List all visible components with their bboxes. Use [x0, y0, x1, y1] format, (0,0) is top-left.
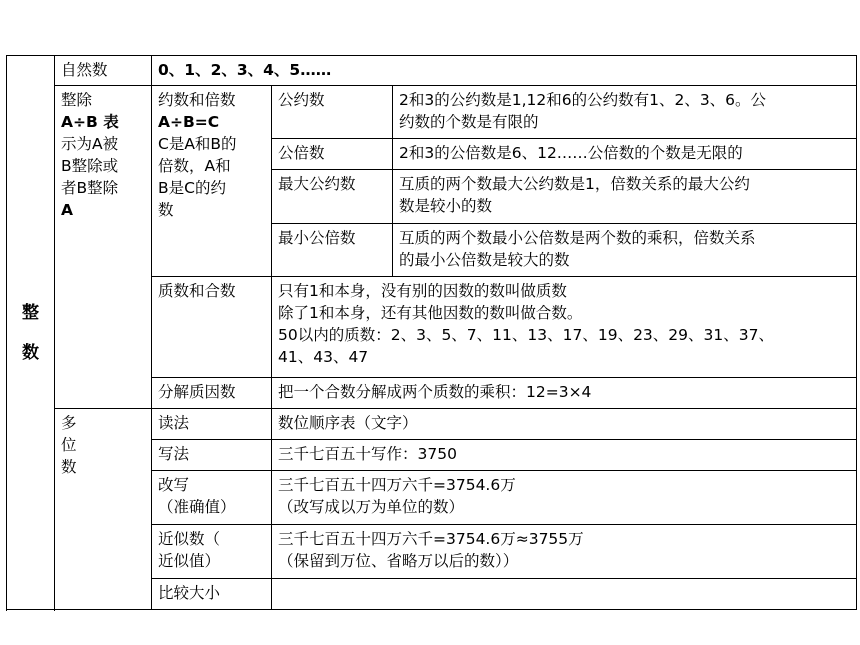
- natural-number-label: 自然数: [55, 56, 152, 86]
- term-lcm: 最小公倍数: [272, 224, 393, 277]
- category-char-2: 数: [22, 342, 39, 363]
- desc-common-multiple: [393, 139, 857, 170]
- desc-line: 只有1和本身，没有别的因数的数叫做质数: [278, 282, 567, 300]
- multi-digit-label: [55, 409, 152, 610]
- desc-write: [272, 440, 857, 471]
- multi-digit-label-line: 多: [61, 414, 77, 432]
- term-line: 近似值）: [158, 552, 221, 570]
- factorize-desc: 把一个合数分解成两个质数的乘积：12=3×4: [272, 378, 857, 409]
- desc-line: 50以内的质数：2、3、5、7、11、13、17、19、23、29、31、37、: [278, 326, 774, 344]
- divisibility-label-line: A÷B 表: [61, 113, 119, 131]
- term-approx: [152, 525, 272, 579]
- desc-line: 除了1和本身，还有其他因数的数叫做合数。: [278, 304, 583, 322]
- natural-number-value: 0、1、2、3、4、5……: [152, 56, 857, 86]
- desc-line: 互质的两个数最大公约数是1，倍数关系的最大公约: [399, 175, 750, 193]
- divisibility-label-line: 示为A被: [61, 135, 119, 153]
- term-line: 写法: [158, 445, 190, 463]
- factor-multiple-label-line: B是C的约: [158, 179, 226, 197]
- term-rewrite: [152, 471, 272, 525]
- desc-line: 三千七百五十写作：3750: [278, 445, 457, 463]
- factor-multiple-label-line: 数: [158, 201, 174, 219]
- read-row: [7, 409, 857, 440]
- factor-multiple-label-line: 倍数，A和: [158, 157, 231, 175]
- term-line: 近似数（: [158, 530, 221, 548]
- term-line: 读法: [158, 414, 190, 432]
- desc-common-divisor: [393, 86, 857, 139]
- term-line: （准确值）: [158, 498, 236, 516]
- desc-line: 41、43、47: [278, 348, 369, 366]
- factor-multiple-label-line: A÷B=C: [158, 113, 220, 131]
- desc-gcd: [393, 170, 857, 224]
- term-compare: [152, 579, 272, 610]
- desc-line: 约数的个数是有限的: [399, 113, 539, 131]
- divisibility-label-line: 整除: [61, 91, 93, 109]
- desc-line: 三千七百五十四万六千=3754.6万: [278, 476, 516, 494]
- category-char-1: 整: [22, 302, 39, 323]
- term-line: 比较大小: [158, 584, 221, 602]
- desc-read: [272, 409, 857, 440]
- divisibility-label-line: A: [61, 201, 73, 219]
- desc-line: 三千七百五十四万六千=3754.6万≈3755万: [278, 530, 584, 548]
- desc-rewrite: [272, 471, 857, 525]
- desc-lcm: [393, 224, 857, 277]
- desc-line: 互质的两个数最小公倍数是两个数的乘积，倍数关系: [399, 229, 756, 247]
- natural-number-row: [7, 56, 857, 86]
- divisibility-label-line: 者B整除: [61, 179, 119, 197]
- factor-multiple-label-line: C是A和B的: [158, 135, 237, 153]
- term-gcd: 最大公约数: [272, 170, 393, 224]
- factor-multiple-label: [152, 86, 272, 277]
- desc-line: （保留到万位、省略万以后的数））: [278, 552, 519, 570]
- prime-composite-desc: [272, 277, 857, 378]
- desc-line: 2和3的公约数是1,12和6的公约数有1、2、3、6。公: [399, 91, 767, 109]
- term-read: [152, 409, 272, 440]
- term-line: 改写: [158, 476, 190, 494]
- multi-digit-label-line: 位: [61, 436, 77, 454]
- divisibility-label-line: B整除或: [61, 157, 119, 175]
- desc-line: 数是较小的数: [399, 197, 493, 215]
- desc-approx: [272, 525, 857, 579]
- desc-line: 的最小公倍数是较大的数: [399, 251, 570, 269]
- prime-composite-label: 质数和合数: [152, 277, 272, 378]
- divisibility-label: [55, 86, 152, 409]
- gcd-common-row: [7, 86, 857, 139]
- multi-digit-label-line: 数: [61, 458, 77, 476]
- integer-summary-table: [6, 55, 857, 610]
- desc-line: （改写成以万为单位的数）: [278, 498, 465, 516]
- desc-line: 2和3的公倍数是6、12……公倍数的个数是无限的: [399, 144, 743, 162]
- term-common-divisor: 公约数: [272, 86, 393, 139]
- desc-line: 数位顺序表（文字）: [278, 414, 418, 432]
- term-common-multiple: 公倍数: [272, 139, 393, 170]
- category-cell: [7, 56, 55, 610]
- factor-multiple-label-line: 约数和倍数: [158, 91, 236, 109]
- factorize-label: 分解质因数: [152, 378, 272, 409]
- desc-compare: [272, 579, 857, 610]
- term-write: [152, 440, 272, 471]
